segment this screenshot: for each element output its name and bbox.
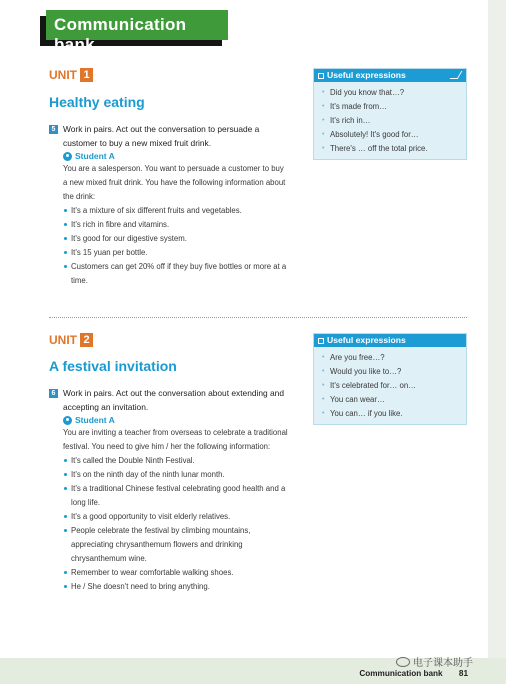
task-instruction-text: Work in pairs. Act out the conversation to persuade a customer to buy a new mixed fruit drink.	[63, 124, 260, 148]
unit-number-badge: 1	[80, 68, 93, 82]
role-intro: You are a salesperson. You want to persuade a customer to buy a new mixed fruit drink. You have the following information about the drink:	[63, 164, 286, 201]
expression-item: • You can… if you like.	[322, 407, 466, 421]
unit-number-badge: 2	[80, 333, 93, 347]
unit-word: UNIT	[49, 68, 77, 82]
list-item: He / She doesn't need to bring anything.	[63, 580, 289, 594]
expression-item: • Would you like to…?	[322, 365, 466, 379]
watermark	[396, 654, 473, 669]
role-intro: You are inviting a teacher from overseas to celebrate a traditional festival. You need to give him / her the following information:	[63, 428, 288, 451]
expressions-header	[314, 69, 466, 82]
expression-item: • It's rich in…	[322, 114, 466, 128]
task-number-badge: 5	[49, 125, 58, 134]
info-list	[63, 454, 289, 594]
student-label-text: Student A	[75, 151, 115, 161]
student-label-text: Student A	[75, 415, 115, 425]
list-item: It's a traditional Chinese festival celebrating good health and a long life.	[63, 482, 289, 510]
unit-1-label	[49, 68, 93, 82]
section-divider	[49, 317, 467, 318]
list-item: It's rich in fibre and vitamins.	[63, 218, 289, 232]
unit-2-title: A festival invitation	[49, 358, 177, 374]
wechat-icon	[396, 657, 410, 667]
task-instruction	[49, 122, 289, 150]
list-item: It's called the Double Ninth Festival.	[63, 454, 289, 468]
expression-item: • Absolutely! It's good for…	[322, 128, 466, 142]
unit-2-label	[49, 333, 93, 347]
section-header	[46, 10, 228, 54]
list-item: It's 15 yuan per bottle.	[63, 246, 289, 260]
section-title: Communication bank	[54, 15, 187, 54]
expression-item: • There's … off the total price.	[322, 142, 466, 156]
list-item: It's a mixture of six different fruits and vegetables.	[63, 204, 289, 218]
watermark-text: 电子课本助手	[413, 658, 473, 669]
checkbox-icon	[318, 338, 324, 344]
list-item: Remember to wear comfortable walking shoes.	[63, 566, 289, 580]
page-gutter	[488, 0, 506, 684]
expressions-heading: Useful expressions	[327, 335, 406, 345]
task-instruction	[49, 386, 289, 414]
unit-word: UNIT	[49, 333, 77, 347]
pencil-icon	[450, 71, 463, 79]
expression-item: • Are you free…?	[322, 351, 466, 365]
expression-item: • It's celebrated for… on…	[322, 379, 466, 393]
list-item: Customers can get 20% off if they buy five bottles or more at a time.	[63, 260, 289, 288]
expression-item: • It's made from…	[322, 100, 466, 114]
list-item: It's on the ninth day of the ninth lunar month.	[63, 468, 289, 482]
expressions-header	[314, 334, 466, 347]
list-item: It's good for our digestive system.	[63, 232, 289, 246]
unit-2-task	[49, 386, 289, 594]
person-icon	[63, 416, 72, 425]
unit-1-task	[49, 122, 289, 288]
expressions-list	[314, 347, 466, 424]
footer-section: Communication bank	[359, 669, 443, 678]
expression-item: • Did you know that…?	[322, 86, 466, 100]
student-label	[63, 415, 289, 425]
task-number-badge: 6	[49, 389, 58, 398]
expression-item: • You can wear…	[322, 393, 466, 407]
useful-expressions-box	[313, 68, 467, 160]
person-icon	[63, 152, 72, 161]
list-item: People celebrate the festival by climbing mountains, appreciating chrysanthemum flowers and drinking chrysanthemum wine.	[63, 524, 289, 566]
unit-1-title: Healthy eating	[49, 94, 145, 110]
page-footer	[359, 669, 468, 678]
expressions-heading: Useful expressions	[327, 70, 406, 80]
student-label	[63, 151, 289, 161]
useful-expressions-box	[313, 333, 467, 425]
list-item: It's a good opportunity to visit elderly relatives.	[63, 510, 289, 524]
task-instruction-text: Work in pairs. Act out the conversation about extending and accepting an invitation.	[63, 388, 284, 412]
info-list	[63, 204, 289, 288]
page-number: 81	[458, 669, 468, 678]
checkbox-icon	[318, 73, 324, 79]
expressions-list	[314, 82, 466, 159]
